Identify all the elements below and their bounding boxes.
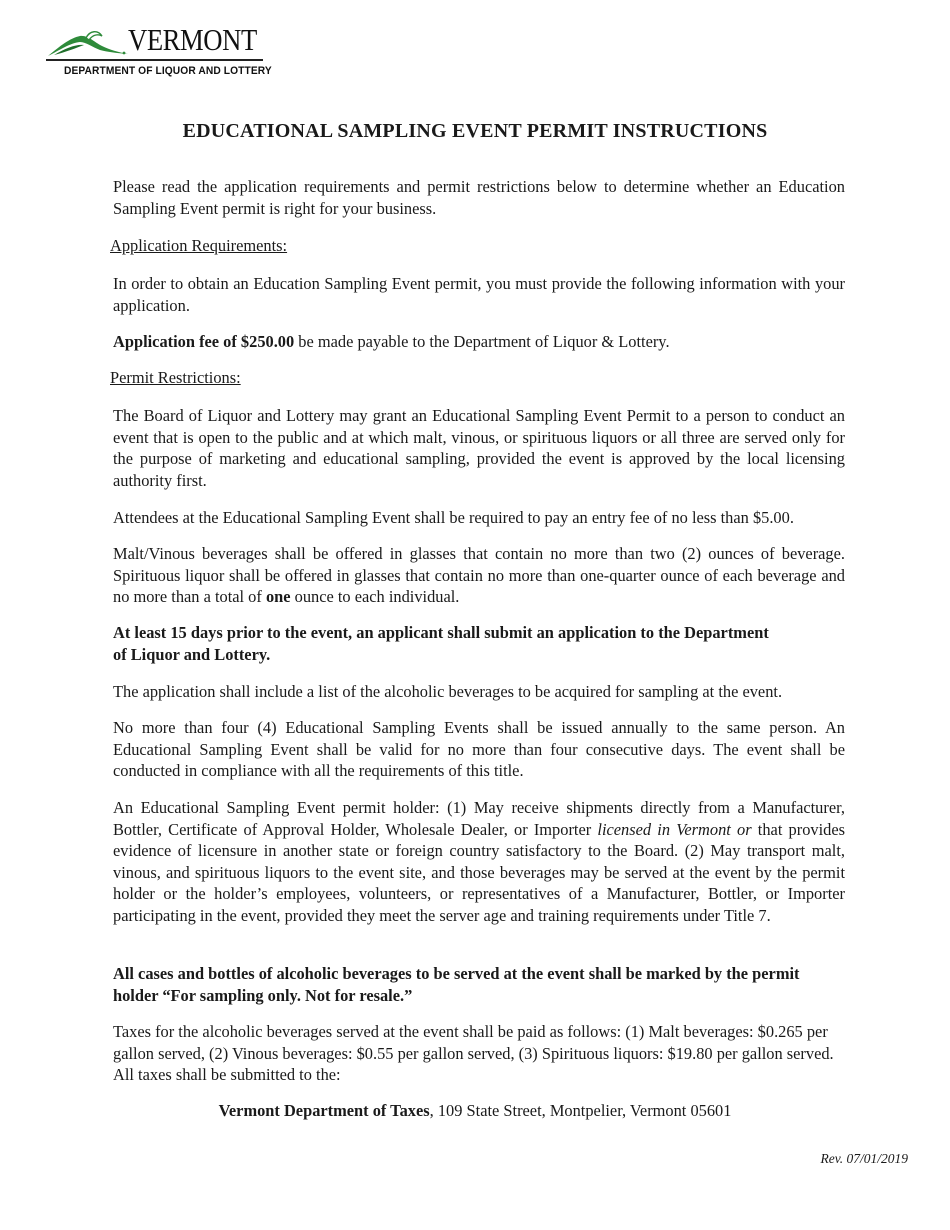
tax-address: [0, 1101, 950, 1121]
revision-date: Rev. 07/01/2019: [820, 1151, 908, 1166]
restriction-permit-holder-rights: [113, 797, 845, 927]
serving-size-text: Malt/Vinous beverages shall be offered in glasses that contain no more than two (2) ounces of beverage. Spirituous liquor shall be offered in glasses that contain no more than one-quarter ounce of each beverage and no more than a total of: [113, 544, 845, 607]
permit-holder-italic-text: licensed in Vermont or: [597, 819, 752, 839]
application-fee-amount: Application fee of $250.00: [113, 332, 295, 351]
restriction-board-grant: The Board of Liquor and Lottery may grant an Educational Sampling Event Permit to a person to conduct an event that is open to the public and at which malt, vinous, or spirituous liquors or all three are served only for the purpose of marketing and educational sampling, provided the event is approved by the local licensing authority first.: [113, 406, 845, 490]
restriction-event-limits: No more than four (4) Educational Sampling Events shall be issued annually to the same person. An Educational Sampling Event shall be valid for no more than four consecutive days. The event shall be conducted in compliance with all the requirements of this title.: [113, 718, 845, 781]
logo-department-name: DEPARTMENT OF LIQUOR AND LOTTERY: [64, 65, 272, 77]
permit-restrictions-heading: Permit Restrictions:: [110, 368, 241, 387]
application-requirements-text: In order to obtain an Education Sampling Event permit, you must provide the following information with your application.: [113, 274, 845, 315]
application-fee-payee: be made payable to the Department of Liquor & Lottery.: [294, 332, 670, 351]
restriction-labeling: All cases and bottles of alcoholic beverages to be served at the event shall be marked by the permit holder “For sampling only. Not for resale.”: [113, 964, 800, 1005]
vermont-logo: [46, 22, 272, 80]
restriction-application-deadline: At least 15 days prior to the event, an applicant shall submit an application to the Department of Liquor and Lottery.: [113, 623, 769, 664]
restriction-taxes: Taxes for the alcoholic beverages served at the event shall be paid as follows: (1) Malt beverages: $0.265 per gallon served, (2) Vinous beverages: $0.55 per gallon served, (3) Spirituous liquors: $19.80 per gallon served. All taxes shall be submitted to the:: [113, 1022, 834, 1085]
permit-holder-text-end: that provides evidence of licensure in another state or foreign country satisfactory to the Board. (2) May transport malt, vinous, and spirituous liquors to the event site, and those beverages may be served at the event by the permit holder or the holder’s employees, volunteers, or representatives of a Manufacturer, Bottler, or Importer participating in the event, provided they meet the server age and training requirements under Title 7.: [113, 819, 846, 925]
restriction-serving-size: [113, 543, 845, 608]
logo-wordmark: VERMONT: [128, 22, 257, 57]
intro-paragraph: Please read the application requirements and permit restrictions below to determine whether an Education Sampling Event permit is right for your business.: [113, 177, 845, 218]
application-requirements-heading: Application Requirements:: [110, 236, 288, 255]
serving-size-emphasis: one: [265, 587, 291, 607]
page-title: EDUCATIONAL SAMPLING EVENT PERMIT INSTRUCTIONS: [182, 120, 768, 142]
permit-holder-text: An Educational Sampling Event permit holder: (1) May receive shipments directly from a Manufacturer, Bottler, Certificate of Approval Holder, Wholesale Dealer, or Importer: [113, 798, 845, 839]
restriction-entry-fee: Attendees at the Educational Sampling Event shall be required to pay an entry fee of no less than $5.00.: [113, 508, 794, 527]
restriction-beverage-list: The application shall include a list of the alcoholic beverages to be acquired for sampling at the event.: [113, 682, 783, 701]
serving-size-text-end: ounce to each individual.: [290, 587, 460, 607]
vermont-mountain-logo-icon: [46, 28, 130, 60]
tax-department-name: Vermont Department of Taxes: [218, 1101, 430, 1120]
tax-department-address: , 109 State Street, Montpelier, Vermont 05601: [429, 1101, 732, 1120]
logo-divider: [46, 59, 263, 61]
application-fee-paragraph: [113, 331, 845, 353]
